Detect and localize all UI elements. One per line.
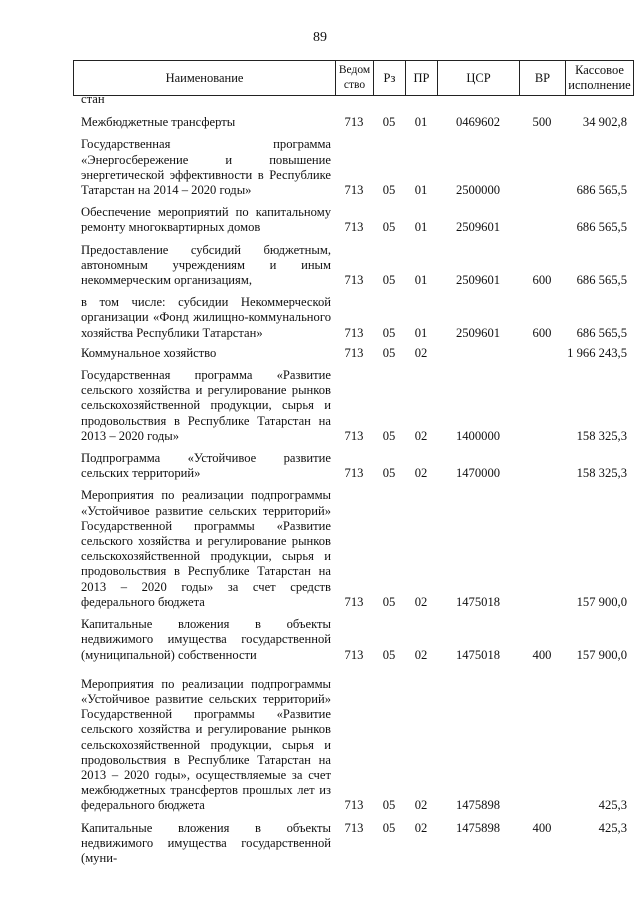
row-csr: 2509601 bbox=[455, 273, 501, 288]
row-name: Капитальные вложения в объекты недвижимого имущества государственной (муни- bbox=[81, 820, 331, 865]
row-rz: 05 bbox=[382, 273, 396, 288]
row-rz: 05 bbox=[382, 647, 396, 662]
row-sum: 425,3 bbox=[598, 820, 627, 835]
row-name: Мероприятия по реализации подпрограммы «Устойчивое развитие сельских территорий» Государственной программы «Развитие сельского хозяйства и регулирование рынков сельскохозяйственной продукции, сырья и продовольствия в Республике Татарстан на 2013 – 2020 годы», осуществляемые за счет межбюджетных трансфертов прошлых лет из федерального бюджета bbox=[81, 676, 331, 813]
row-sum: 157 900,0 bbox=[576, 647, 627, 662]
row-csr: 2500000 bbox=[455, 183, 501, 198]
header-vr: ВР bbox=[520, 61, 566, 96]
row-name: стан bbox=[81, 92, 105, 106]
header-sum: Кассовое исполнение bbox=[566, 61, 634, 96]
row-pr: 01 bbox=[414, 220, 428, 235]
header-name: Наименование bbox=[74, 61, 336, 96]
row-sum: 686 565,5 bbox=[576, 325, 627, 340]
row-ved: 713 bbox=[344, 183, 364, 198]
row-csr: 1475898 bbox=[455, 820, 501, 835]
row-pr: 02 bbox=[414, 820, 428, 835]
header-rz: Рз bbox=[374, 61, 406, 96]
row-rz: 05 bbox=[382, 115, 396, 130]
row-rz: 05 bbox=[382, 466, 396, 481]
row-vr: 400 bbox=[532, 647, 552, 662]
row-pr: 02 bbox=[414, 798, 428, 813]
row-pr: 02 bbox=[414, 647, 428, 662]
table-row bbox=[73, 137, 633, 198]
row-ved: 713 bbox=[344, 594, 364, 609]
table-row bbox=[73, 488, 633, 610]
row-rz: 05 bbox=[382, 220, 396, 235]
row-sum: 425,3 bbox=[598, 798, 627, 813]
row-sum: 686 565,5 bbox=[576, 273, 627, 288]
table-header bbox=[73, 60, 634, 96]
table-row bbox=[73, 677, 633, 814]
row-name: Капитальные вложения в объекты недвижимого имущества государственной (муниципальной) собственности bbox=[81, 617, 331, 662]
row-pr: 01 bbox=[414, 115, 428, 130]
row-name: Государственная программа «Энергосбережение и повышение энергетической эффективности в Республике Татарстан на 2014 – 2020 годы» bbox=[81, 137, 331, 198]
table-row bbox=[73, 346, 633, 361]
row-csr: 1475898 bbox=[455, 798, 501, 813]
row-name: Мероприятия по реализации подпрограммы «Устойчивое развитие сельских территорий» Государственной программы «Развитие сельского хозяйства и регулирование рынков сельскохозяйственной продукции, сырья и продовольствия в Республике Татарстан на 2013 – 2020 годы» за счет средств федерального бюджета bbox=[81, 488, 331, 609]
page-number: 89 bbox=[313, 30, 327, 45]
header-csr: ЦСР bbox=[438, 61, 520, 96]
row-name: Предоставление субсидий бюджетным, автономным учреждениям и иным некоммерческим организациям, bbox=[81, 242, 331, 288]
table-row bbox=[73, 368, 633, 444]
row-rz: 05 bbox=[382, 345, 396, 360]
table-row bbox=[73, 92, 633, 107]
row-csr: 2509601 bbox=[455, 325, 501, 340]
table-body bbox=[73, 92, 633, 866]
row-vr: 400 bbox=[532, 820, 552, 835]
row-name: Государственная программа «Развитие сельского хозяйства и регулирование рынков сельскохозяйственной продукции, сырья и продовольствия в Республике Татарстан на 2013 – 2020 годы» bbox=[81, 368, 331, 443]
row-pr: 01 bbox=[414, 325, 428, 340]
row-sum: 686 565,5 bbox=[576, 183, 627, 198]
row-rz: 05 bbox=[382, 325, 396, 340]
row-csr: 1400000 bbox=[455, 428, 501, 443]
row-vr: 600 bbox=[532, 325, 552, 340]
row-name: Обеспечение мероприятий по капитальному ремонту многоквартирных домов bbox=[81, 205, 331, 235]
table-row bbox=[73, 205, 633, 235]
row-pr: 02 bbox=[414, 428, 428, 443]
row-sum: 34 902,8 bbox=[582, 115, 627, 130]
row-ved: 713 bbox=[344, 220, 364, 235]
row-pr: 02 bbox=[414, 594, 428, 609]
row-ved: 713 bbox=[344, 115, 364, 130]
row-rz: 05 bbox=[382, 428, 396, 443]
row-csr: 1470000 bbox=[455, 466, 501, 481]
header-pr: ПР bbox=[406, 61, 438, 96]
row-rz: 05 bbox=[382, 183, 396, 198]
table-row bbox=[73, 821, 633, 867]
row-sum: 158 325,3 bbox=[576, 466, 627, 481]
table-row bbox=[73, 115, 633, 130]
row-sum: 157 900,0 bbox=[576, 594, 627, 609]
row-csr: 1475018 bbox=[455, 594, 501, 609]
table-row bbox=[73, 295, 633, 341]
row-vr: 500 bbox=[532, 115, 552, 130]
row-ved: 713 bbox=[344, 798, 364, 813]
row-ved: 713 bbox=[344, 345, 364, 360]
row-ved: 713 bbox=[344, 647, 364, 662]
row-ved: 713 bbox=[344, 273, 364, 288]
row-sum: 158 325,3 bbox=[576, 428, 627, 443]
row-csr: 1475018 bbox=[455, 647, 501, 662]
row-rz: 05 bbox=[382, 594, 396, 609]
row-csr: 0469602 bbox=[455, 115, 501, 130]
row-ved: 713 bbox=[344, 820, 364, 835]
row-rz: 05 bbox=[382, 820, 396, 835]
row-name: в том числе: субсидии Некоммерческой организации «Фонд жилищно-коммунального хозяйства Республики Татарстан» bbox=[81, 295, 331, 340]
row-rz: 05 bbox=[382, 798, 396, 813]
row-pr: 01 bbox=[414, 183, 428, 198]
row-sum: 1 966 243,5 bbox=[567, 345, 627, 360]
row-ved: 713 bbox=[344, 466, 364, 481]
table-row bbox=[73, 451, 633, 481]
row-pr: 01 bbox=[414, 273, 428, 288]
row-name: Подпрограмма «Устойчивое развитие сельских территорий» bbox=[81, 451, 331, 481]
table-row bbox=[73, 617, 633, 663]
table-row bbox=[73, 243, 633, 289]
header-ved: Ведомство bbox=[336, 61, 374, 96]
row-pr: 02 bbox=[414, 466, 428, 481]
row-vr: 600 bbox=[532, 273, 552, 288]
row-name: Коммунальное хозяйство bbox=[81, 345, 217, 360]
row-sum: 686 565,5 bbox=[576, 220, 627, 235]
row-ved: 713 bbox=[344, 428, 364, 443]
row-pr: 02 bbox=[414, 345, 428, 360]
row-csr: 2509601 bbox=[455, 220, 501, 235]
row-ved: 713 bbox=[344, 325, 364, 340]
row-name: Межбюджетные трансферты bbox=[81, 115, 236, 130]
